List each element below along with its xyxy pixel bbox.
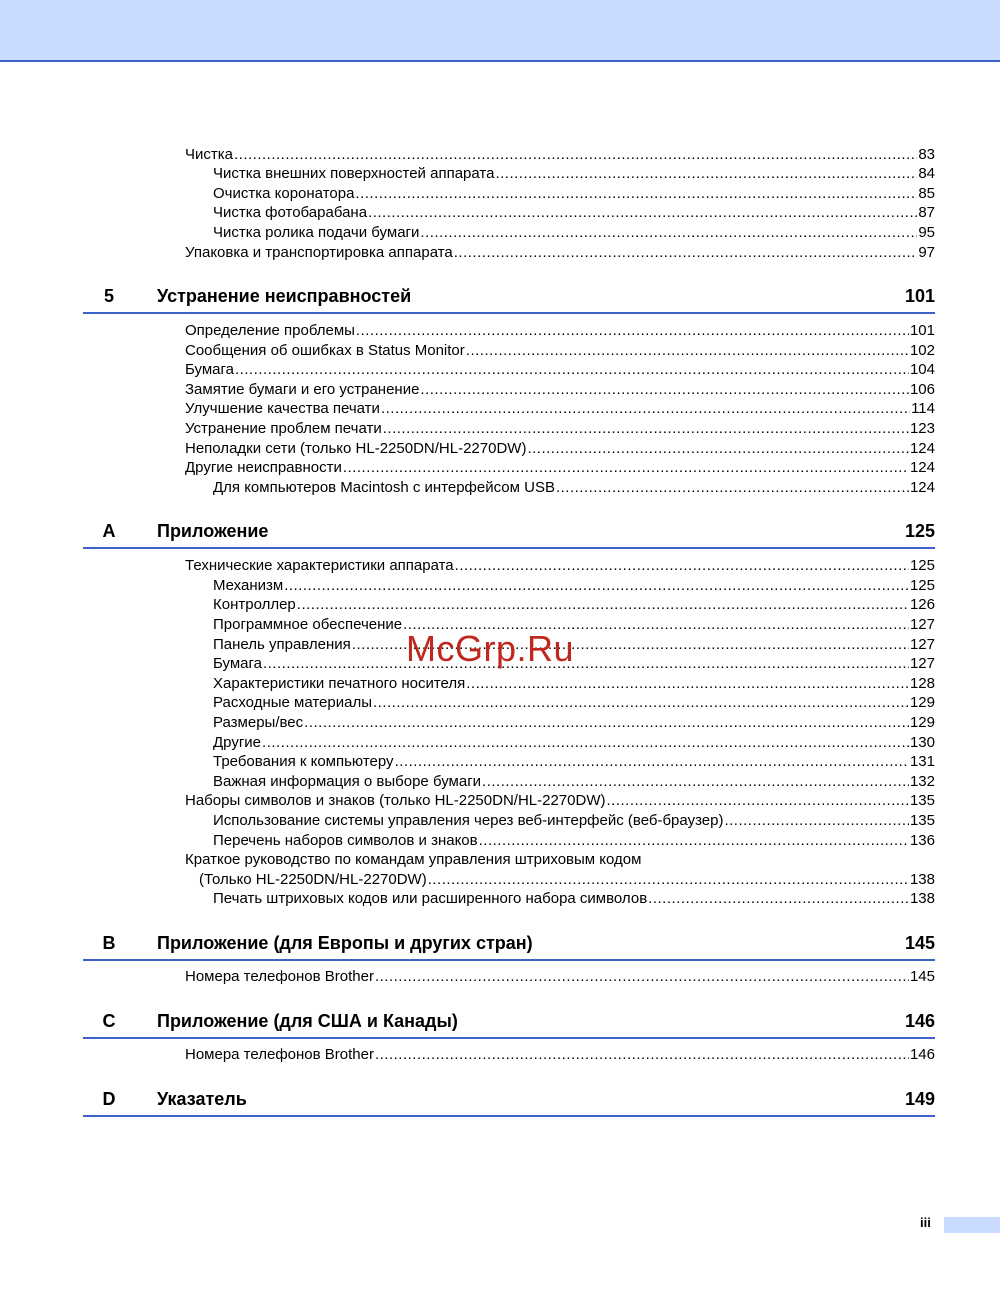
toc-entry[interactable] (185, 458, 935, 477)
toc-entry-label: Упаковка и транспортировка аппарата (185, 244, 453, 261)
toc-entry-page: 123 (909, 420, 935, 437)
toc-entry-page: 85 (918, 185, 935, 202)
toc-entry-page: 101 (909, 322, 935, 339)
toc-entry-page: 114 (911, 400, 935, 417)
chapter-title: Приложение (для Европы и других стран) (157, 933, 533, 953)
toc-entry[interactable] (185, 399, 935, 418)
toc-entry-page: 136 (909, 832, 935, 849)
toc-entry-label: Печать штриховых кодов или расширенного набора символов (213, 890, 648, 907)
chapter-number: C (102, 1011, 116, 1031)
toc-entry[interactable] (185, 380, 935, 399)
toc-entry-page: 106 (909, 381, 935, 398)
toc-entry-label: Чистка (185, 146, 233, 163)
toc-entry-page: 124 (909, 479, 935, 496)
toc-entry-page: 125 (909, 577, 935, 594)
chapter-page: 101 (904, 286, 935, 306)
toc-entry-label: (Только HL-2250DN/HL-2270DW) (199, 871, 427, 888)
toc-entry-label: Замятие бумаги и его устранение (185, 381, 420, 398)
chapter-page: 145 (904, 933, 935, 953)
toc-entry-page: 104 (909, 361, 935, 378)
toc-entry[interactable] (213, 184, 935, 203)
toc-entry[interactable] (213, 164, 935, 183)
toc-entry-label: Номера телефонов Brother (185, 968, 374, 985)
chapter-heading[interactable] (83, 1087, 935, 1117)
toc-entry-page: 102 (909, 342, 935, 359)
toc-entry-page: 132 (909, 773, 935, 790)
toc-entry-label: Важная информация о выборе бумаги (213, 773, 482, 790)
toc-entry-page: 83 (918, 146, 935, 163)
toc-entry[interactable] (185, 360, 935, 379)
toc-entry-page: 95 (918, 224, 935, 241)
chapter-heading[interactable] (83, 519, 935, 549)
toc-entry[interactable] (185, 243, 935, 262)
toc-entry-label: Чистка ролика подачи бумаги (213, 224, 420, 241)
toc-entry-page: 128 (909, 675, 935, 692)
toc-entry-page: 130 (909, 734, 935, 751)
chapter-page: 146 (904, 1011, 935, 1031)
header-band (0, 0, 1000, 62)
toc-entry-label: Чистка фотобарабана (213, 204, 368, 221)
footer-band (944, 1217, 1000, 1233)
toc-entry[interactable] (213, 811, 935, 830)
toc-entry-label: Панель управления (213, 636, 351, 653)
toc-entry-page: 127 (909, 655, 935, 672)
toc-entry[interactable] (199, 870, 935, 889)
toc-entry[interactable] (213, 733, 935, 752)
toc-entry-label: Контроллер (213, 596, 296, 613)
toc-entry[interactable] (213, 693, 935, 712)
toc-entry[interactable] (185, 556, 935, 575)
toc-entry-page: 129 (909, 714, 935, 731)
chapter-number: B (102, 933, 116, 953)
toc-entry-page: 138 (909, 890, 935, 907)
toc-entry-page: 131 (909, 753, 935, 770)
chapter-page: 125 (904, 521, 935, 541)
toc-entry-label: Для компьютеров Macintosh с интерфейсом USB (213, 479, 555, 496)
toc-entry[interactable] (213, 576, 935, 595)
chapter-number: D (102, 1089, 116, 1109)
toc-entry[interactable] (185, 967, 935, 986)
chapter-number: 5 (103, 286, 114, 306)
toc-entry-page: 84 (918, 165, 935, 182)
toc-entry-label: Размеры/вес (213, 714, 304, 731)
toc-entry-label: Характеристики печатного носителя (213, 675, 466, 692)
toc-entry-label: Наборы символов и знаков (только HL-2250DN/HL-2270DW) (185, 792, 606, 809)
toc-entry[interactable] (185, 321, 935, 340)
chapter-title: Приложение (157, 521, 269, 541)
toc-entry[interactable] (213, 203, 935, 222)
toc-entry[interactable] (213, 752, 935, 771)
toc-entry[interactable] (185, 791, 935, 810)
toc-entry[interactable] (213, 889, 935, 908)
chapter-number: A (102, 521, 116, 541)
toc-entry[interactable] (213, 772, 935, 791)
toc-entry-label: Другие (213, 734, 262, 751)
toc-entry[interactable] (213, 674, 935, 693)
page-number: iii (920, 1215, 931, 1230)
toc-entry-label: Перечень наборов символов и знаков (213, 832, 478, 849)
toc-entry-label: Технические характеристики аппарата (185, 557, 454, 574)
toc-entry-page: 126 (909, 596, 935, 613)
toc-entry[interactable] (185, 419, 935, 438)
toc-entry-label: Неполадки сети (только HL-2250DN/HL-2270DW) (185, 440, 527, 457)
chapter-heading[interactable] (83, 284, 935, 314)
toc-entry-label: Улучшение качества печати (185, 400, 380, 417)
toc-entry-label: Устранение проблем печати (185, 420, 382, 437)
toc-entry-page: 97 (918, 244, 935, 261)
toc-entry-page: 129 (909, 694, 935, 711)
toc-entry[interactable] (185, 439, 935, 458)
toc-entry-label: Сообщения об ошибках в Status Monitor (185, 342, 465, 359)
toc-entry-page: 127 (909, 616, 935, 633)
toc-entry[interactable] (185, 1045, 935, 1064)
chapter-title: Приложение (для США и Канады) (157, 1011, 458, 1031)
toc-entry-page: 145 (909, 968, 935, 985)
toc-entry-page: 87 (918, 204, 935, 221)
toc-entry-page: 138 (909, 871, 935, 888)
toc-entry-heading-line[interactable]: Краткое руководство по командам управления штриховым кодом (185, 851, 642, 868)
toc-entry-label: Очистка коронатора (213, 185, 355, 202)
toc-entry-page: 135 (909, 812, 935, 829)
chapter-title: Устранение неисправностей (157, 286, 412, 306)
toc-entry-label: Использование системы управления через веб-интерфейс (веб-браузер) (213, 812, 724, 829)
toc-entry[interactable] (213, 595, 935, 614)
toc-entry-label: Другие неисправности (185, 459, 342, 476)
toc-entry-label: Механизм (213, 577, 284, 594)
chapter-title: Указатель (157, 1089, 247, 1109)
toc-entry-label: Бумага (213, 655, 262, 672)
toc-entry-label: Определение проблемы (185, 322, 355, 339)
toc-entry-page: 124 (909, 459, 935, 476)
toc-entry[interactable] (185, 341, 935, 360)
toc-entry-label: Чистка внешних поверхностей аппарата (213, 165, 495, 182)
toc-entry-page: 146 (909, 1046, 935, 1063)
toc-entry-label: Расходные материалы (213, 694, 372, 711)
toc-entry[interactable] (213, 478, 935, 497)
toc-entry[interactable] (185, 145, 935, 164)
chapter-page: 149 (904, 1089, 935, 1109)
toc-entry-page: 135 (909, 792, 935, 809)
toc-entry[interactable] (213, 831, 935, 850)
toc-entry[interactable] (213, 713, 935, 732)
toc-entry[interactable] (213, 223, 935, 242)
watermark: McGrp.Ru (406, 628, 575, 669)
chapter-heading[interactable] (83, 1009, 935, 1039)
toc-entry-label: Номера телефонов Brother (185, 1046, 374, 1063)
toc-entry-page: 125 (909, 557, 935, 574)
toc-entry-label: Программное обеспечение (213, 616, 403, 633)
toc-entry-label: Бумага (185, 361, 234, 378)
toc-entry-label: Требования к компьютеру (213, 753, 394, 770)
toc-entry-page: 124 (909, 440, 935, 457)
chapter-heading[interactable] (83, 931, 935, 961)
toc-entry-page: 127 (909, 636, 935, 653)
